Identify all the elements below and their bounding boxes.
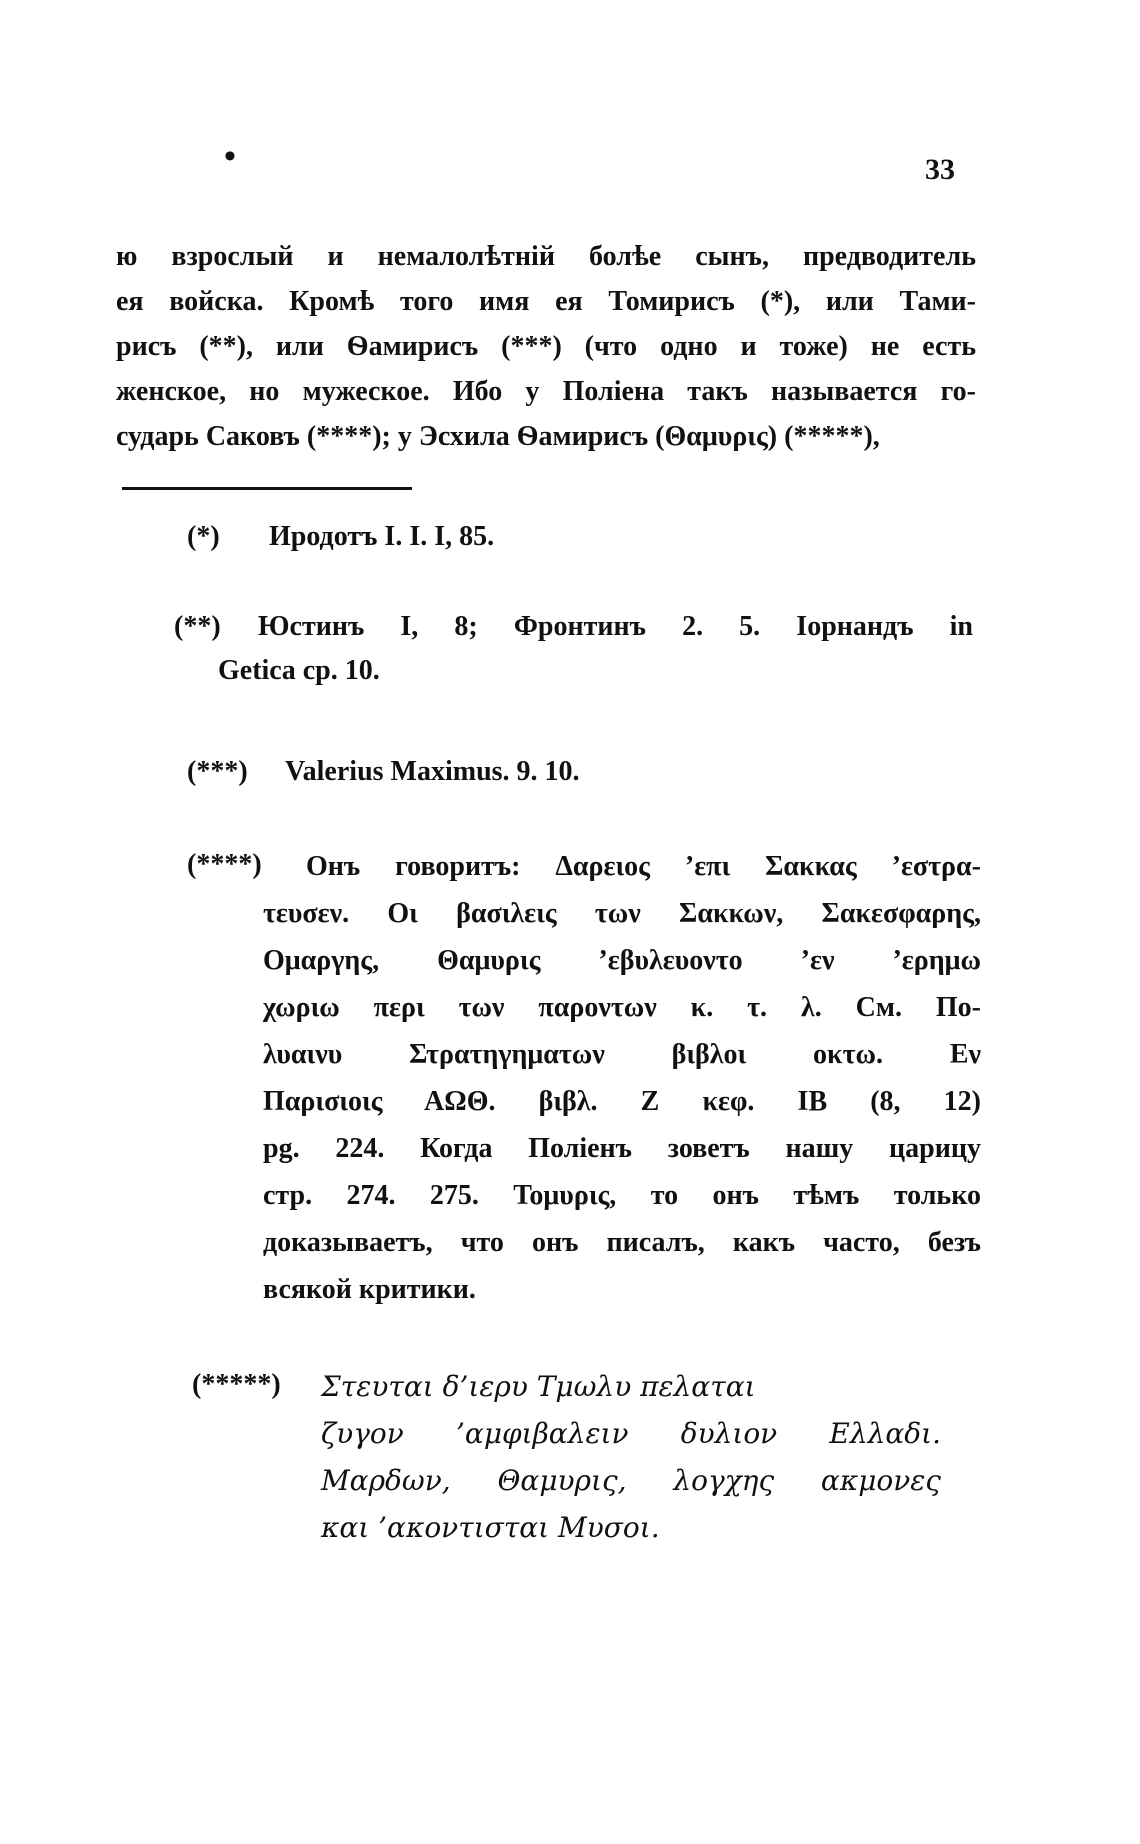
footnote-4-line-6: Παρισιοις ΑΩΘ. βιβλ. Ζ κεφ. ΙΒ (8, 12) [263, 1086, 981, 1117]
footnote-3-marker: (***) [187, 756, 248, 787]
footnote-2-line-2: Getica cp. 10. [218, 655, 380, 686]
footnote-4-line-2: τευσεν. Οι βασιλεις των Σακκων, Σακεσφαρης, [263, 898, 981, 929]
footnote-1-marker: (*) [187, 521, 220, 552]
footnote-4-line-4: χωριω περι των παροντων κ. τ. λ. См. По- [263, 992, 981, 1023]
page-number: 33 [925, 153, 955, 186]
footnote-3-text: Valerius Maximus. 9. 10. [285, 756, 580, 787]
footnote-4-line-10: всякой критики. [263, 1274, 476, 1305]
footnote-5-line-4: και ’ακοντισται Μυσοι. [321, 1511, 660, 1544]
footnote-4-line-5: λυαινυ Στρατηγηματων βιβλοι οκτω. Εν [263, 1039, 981, 1070]
main-line-3: рисъ (**), или Ѳамирисъ (***) (что одно и тоже) не есть [116, 331, 976, 362]
footnote-4-line-9: доказываетъ, что онъ писалъ, какъ часто, безъ [263, 1227, 981, 1258]
footnote-4-marker: (****) [187, 849, 262, 880]
footnote-1-text: Иродотъ I. I. I, 85. [269, 521, 495, 552]
corner-dot-mark: • [224, 138, 236, 175]
main-paragraph [116, 234, 976, 459]
footnote-5-body [321, 1363, 941, 1551]
main-line-5: сударь Саковъ (****); у Эсхила Ѳамирисъ (Θαμυρις) (*****), [116, 421, 880, 452]
footnote-5-marker: (*****) [192, 1369, 281, 1400]
footnote-5-line-3: Μαρδων, Θαμυρις, λογχης ακμονες [321, 1464, 941, 1497]
footnote-2-body [218, 605, 973, 693]
footnote-4-line-3: Ομαργης, Θαμυρις ’εβυλευοντο ’εν ’ερημω [263, 945, 981, 976]
footnote-4-line-8: стр. 274. 275. Τομυρις, то онъ тѣмъ только [263, 1180, 981, 1211]
footnote-5-line-2: ζυγον ’αμφιβαλειν δυλιον Ελλαδι. [321, 1417, 941, 1450]
footnote-2-line-1: Юстинъ I, 8; Фронтинъ 2. 5. Іорнандъ in [258, 611, 973, 642]
footnote-2-marker: (**) [174, 611, 221, 642]
footnote-4-line-7: pg. 224. Когда Поліенъ зоветъ нашу царицу [263, 1133, 981, 1164]
footnote-separator-rule [122, 487, 412, 490]
footnote-4-body [263, 843, 981, 1313]
footnote-4-line-1: Онъ говоритъ: Δαρειος ’επι Σακκας ’εστρα- [306, 851, 981, 882]
main-line-4: женское, но мужеское. Ибо у Поліена такъ называется го- [116, 376, 976, 407]
footnote-5-line-1: Στευται δ’ιερυ Τμωλυ πελαται [321, 1370, 756, 1403]
main-line-1: ю взрослый и немалолѣтній болѣе сынъ, предводитель [116, 241, 976, 272]
main-line-2: ея войска. Кромѣ того имя ея Томирисъ (*), или Тами- [116, 286, 976, 317]
